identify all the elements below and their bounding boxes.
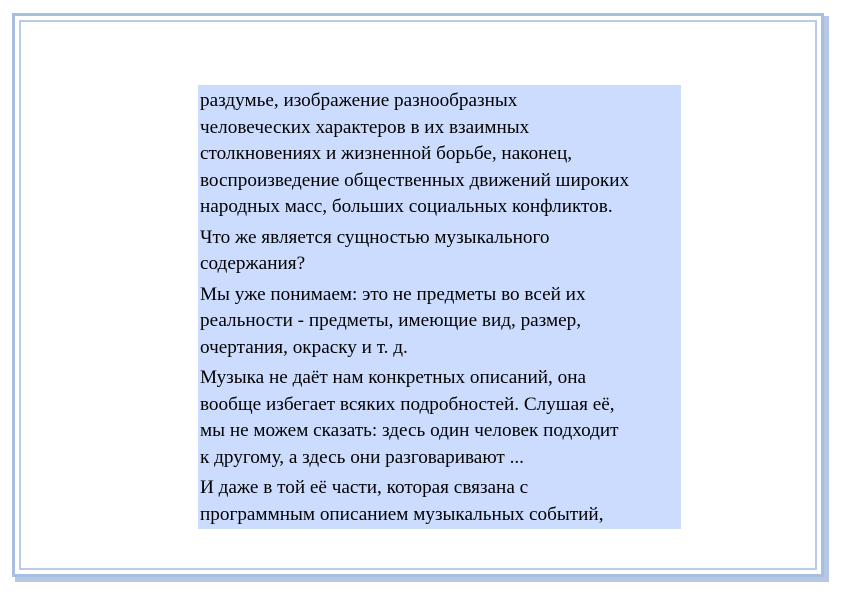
text-line: мы не можем сказать: здесь один человек подходит xyxy=(200,420,619,441)
text-line: народных масс, больших социальных конфликтов. xyxy=(200,196,613,217)
text-line: содержания? xyxy=(200,253,306,274)
text-line: программным описанием музыкальных событий, xyxy=(200,503,604,525)
text-line: вообще избегает всяких подробностей. Слушая её, xyxy=(200,393,615,415)
text-line: реальности - предметы, имеющие вид, размер, xyxy=(200,310,582,331)
text-line: И даже в той её части, которая связана с xyxy=(200,477,529,498)
text-line: человеческих характеров в их взаимных xyxy=(200,116,530,138)
paragraph-5 xyxy=(200,475,679,528)
text-line: Мы уже понимаем: это не предметы во всей их xyxy=(200,283,586,305)
paragraph-4 xyxy=(200,365,679,471)
text-line: очертания, окраску и т. д. xyxy=(200,336,408,358)
text-line: к другому, а здесь они разговаривают ... xyxy=(200,446,524,468)
paragraph-1 xyxy=(200,88,679,221)
paragraph-2 xyxy=(200,225,679,278)
frame-shadow-right xyxy=(824,16,829,580)
text-line: Музыка не даёт нам конкретных описаний, она xyxy=(200,367,587,388)
text-line: воспроизведение общественных движений широких xyxy=(200,169,630,191)
text-box xyxy=(198,85,681,529)
text-line: столкновениях и жизненной борьбе, наконец, xyxy=(200,143,573,164)
text-line: раздумье, изображение разнообразных xyxy=(200,90,518,111)
text-line: Что же является сущностью музыкального xyxy=(200,226,550,248)
paragraph-3 xyxy=(200,282,679,362)
frame-shadow-bottom xyxy=(15,577,829,582)
